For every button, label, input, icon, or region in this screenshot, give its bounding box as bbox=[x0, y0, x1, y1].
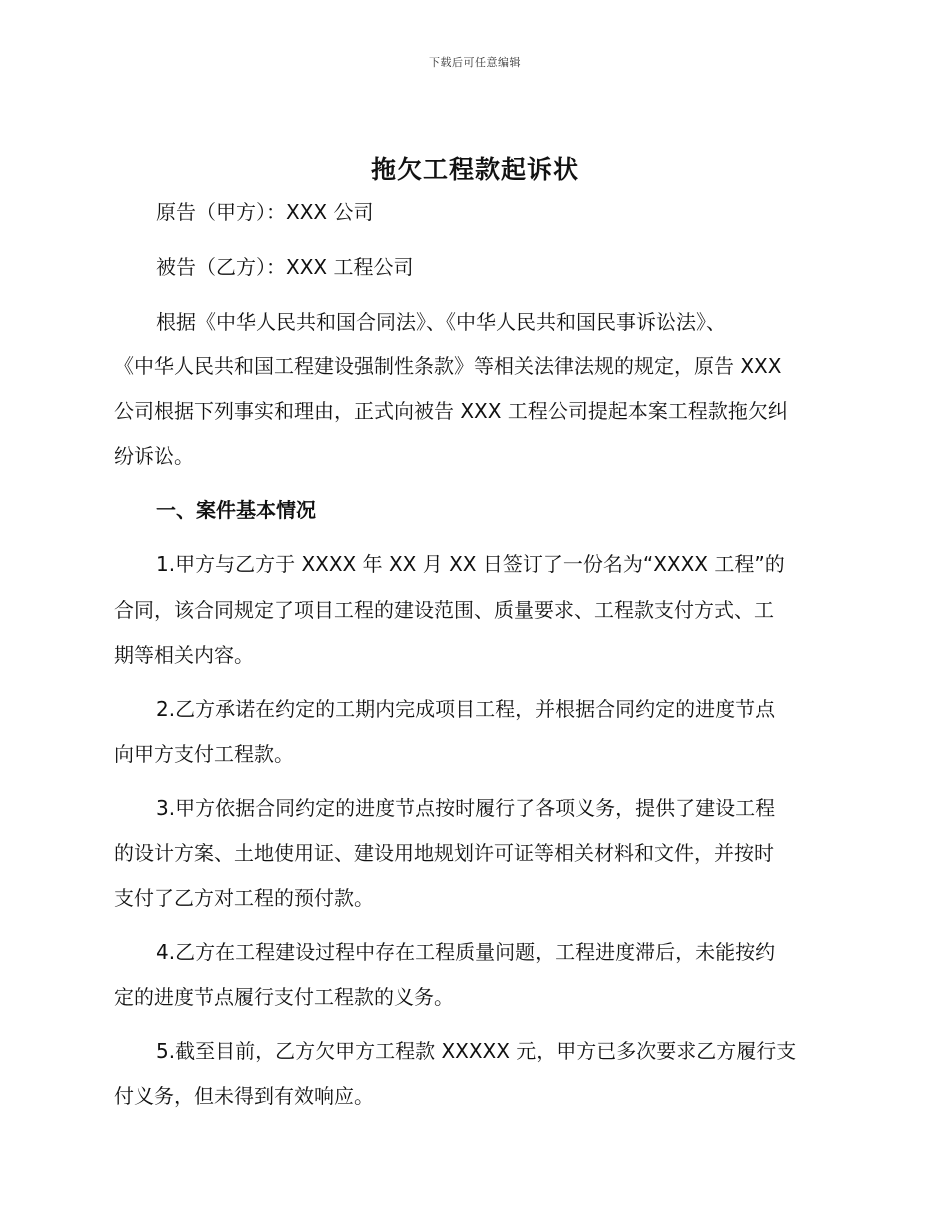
item-3-line-1: 3.甲方依据合同约定的进度节点按时履行了各项义务，提供了建设工程 bbox=[156, 796, 776, 820]
item-5-line-2: 付义务，但未得到有效响应。 bbox=[114, 1084, 374, 1108]
item-3-line-3: 支付了乙方对工程的预付款。 bbox=[114, 886, 374, 910]
intro-line-1: 根据《中华人民共和国合同法》、《中华人民共和国民事诉讼法》、 bbox=[156, 310, 726, 334]
item-4-line-2: 定的进度节点履行支付工程款的义务。 bbox=[114, 985, 454, 1009]
intro-line-2: 《中华人民共和国工程建设强制性条款》等相关法律法规的规定，原告 XXX bbox=[114, 354, 782, 378]
item-5-line-1: 5.截至目前，乙方欠甲方工程款 XXXXX 元，甲方已多次要求乙方履行支 bbox=[156, 1039, 797, 1063]
item-4-line-1: 4.乙方在工程建设过程中存在工程质量问题，工程进度滞后，未能按约 bbox=[156, 940, 776, 964]
item-1-line-3: 期等相关内容。 bbox=[114, 643, 254, 667]
item-2-line-2: 向甲方支付工程款。 bbox=[114, 742, 294, 766]
intro-line-4: 纷诉讼。 bbox=[114, 444, 194, 468]
item-2-line-1: 2.乙方承诺在约定的工期内完成项目工程，并根据合同约定的进度节点 bbox=[156, 697, 776, 721]
intro-line-3: 公司根据下列事实和理由，正式向被告 XXX 工程公司提起本案工程款拖欠纠 bbox=[114, 399, 788, 423]
section-heading-case-basics: 一、案件基本情况 bbox=[156, 498, 316, 522]
item-1-line-1: 1.甲方与乙方于 XXXX 年 XX 月 XX 日签订了一份名为“XXXX 工程”的 bbox=[156, 552, 785, 576]
header-note: 下载后可任意编辑 bbox=[429, 56, 521, 69]
defendant-line: 被告（乙方）：XXX 工程公司 bbox=[156, 255, 414, 279]
item-3-line-2: 的设计方案、土地使用证、建设用地规划许可证等相关材料和文件，并按时 bbox=[114, 841, 774, 865]
item-1-line-2: 合同，该合同规定了项目工程的建设范围、质量要求、工程款支付方式、工 bbox=[114, 598, 774, 622]
document-title: 拖欠工程款起诉状 bbox=[370, 155, 579, 184]
plaintiff-line: 原告（甲方）：XXX 公司 bbox=[156, 200, 374, 224]
